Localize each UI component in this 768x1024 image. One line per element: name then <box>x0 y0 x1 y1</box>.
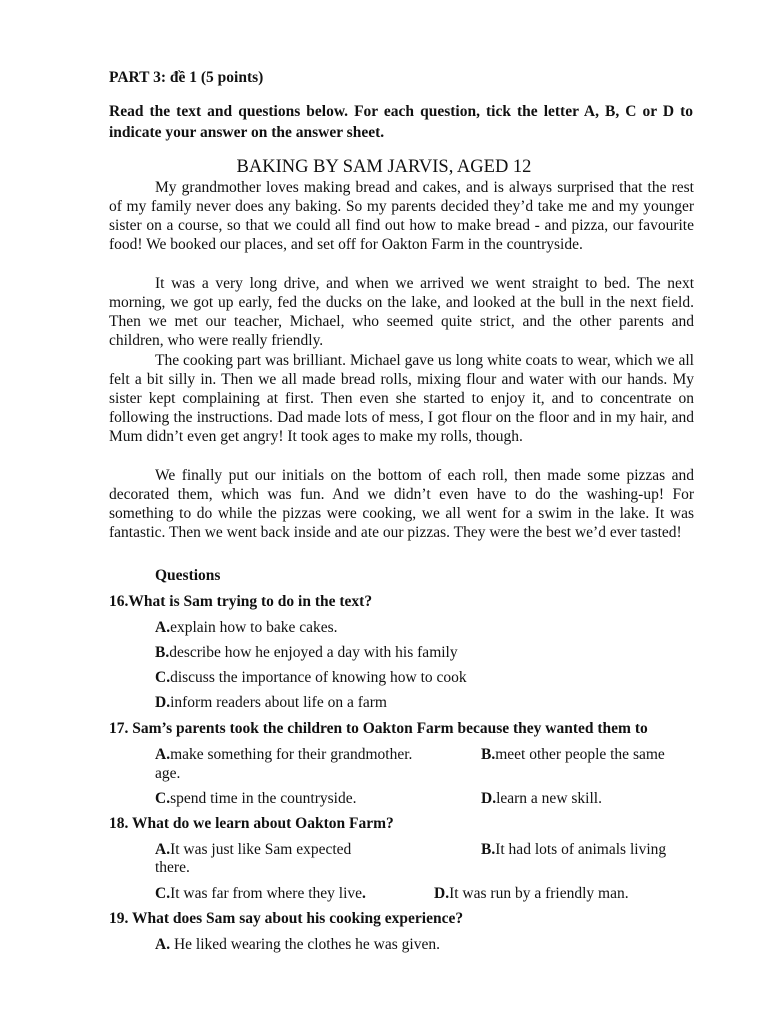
option-18-c[interactable]: C.It was far from where they live. <box>155 885 366 902</box>
option-18-d[interactable]: D.It was run by a friendly man. <box>434 885 629 902</box>
option-17-a[interactable]: A.make something for their grandmother. <box>155 746 413 763</box>
option-18-a-continued: there. <box>155 859 190 876</box>
question-19: 19. What does Sam say about his cooking experience? <box>109 910 464 927</box>
option-17-c[interactable]: C.spend time in the countryside. <box>155 790 357 807</box>
instructions: Read the text and questions below. For each question, tick the letter A, B, C or D to indicate your answer on the answer sheet. <box>109 103 693 141</box>
option-16-c[interactable]: C.discuss the importance of knowing how to cook <box>155 669 467 686</box>
option-17-d[interactable]: D.learn a new skill. <box>481 790 602 807</box>
question-18: 18. What do we learn about Oakton Farm? <box>109 815 394 832</box>
article-title: BAKING BY SAM JARVIS, AGED 12 <box>236 157 532 177</box>
part-heading: PART 3: đề 1 (5 points) <box>109 69 264 86</box>
questions-heading: Questions <box>155 567 221 584</box>
option-16-b[interactable]: B.describe how he enjoyed a day with his family <box>155 644 458 661</box>
article-paragraph: The cooking part was brilliant. Michael gave us long white coats to wear, which we all felt a bit silly in. Then we all made bread rolls, mixing flour and water with our hands. My sister kept complaining at first. Then even she started to enjoy it, and to concentrate on following the instructions. Dad made lots of mess, I got flour on the floor and in my hair, and Mum didn’t even get angry! It took ages to make my rolls, though. <box>109 352 694 446</box>
option-17-b[interactable]: B.meet other people the same <box>481 746 665 763</box>
article-paragraph: It was a very long drive, and when we arrived we went straight to bed. The next morning, we got up early, fed the ducks on the lake, and looked at the bull in the next field. Then we met our teacher, Michael, who seemed quite strict, and the other parents and children, who were really friendly. <box>109 275 694 350</box>
option-18-a[interactable]: A.It was just like Sam expected <box>155 841 352 858</box>
option-17-b-continued: age. <box>155 765 181 782</box>
article-paragraph: My grandmother loves making bread and cakes, and is always surprised that the rest of my family never does any baking. So my parents decided they’d take me and my younger sister on a course, so that we could all find out how to make bread - and pizza, our favourite food! We booked our places, and set off for Oakton Farm in the countryside. <box>109 179 694 254</box>
option-16-d[interactable]: D.inform readers about life on a farm <box>155 694 387 711</box>
option-16-a[interactable]: A.explain how to bake cakes. <box>155 619 338 636</box>
option-19-a[interactable]: A. He liked wearing the clothes he was given. <box>155 936 440 953</box>
option-18-b[interactable]: B.It had lots of animals living <box>481 841 667 858</box>
article-paragraph: We finally put our initials on the bottom of each roll, then made some pizzas and decorated them, which was fun. And we didn’t even have to do the washing-up! For something to do while the pizzas were cooking, we all went for a swim in the lake. It was fantastic. Then we went back inside and ate our pizzas. They were the best we’d ever tasted! <box>109 467 694 542</box>
question-16: 16.What is Sam trying to do in the text? <box>109 593 373 610</box>
question-17: 17. Sam’s parents took the children to Oakton Farm because they wanted them to <box>109 720 648 737</box>
